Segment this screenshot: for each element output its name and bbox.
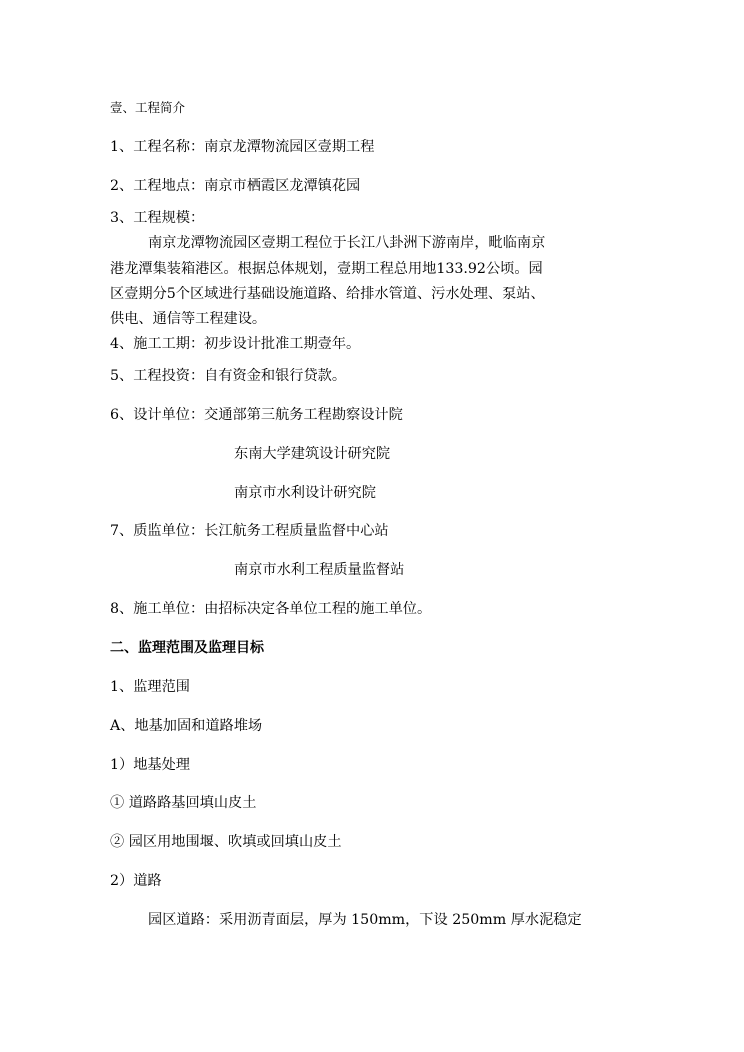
section-heading-supervision-scope: 二、监理范围及监理目标 bbox=[110, 640, 264, 656]
quality-supervision-unit-2: 南京市水利工程质量监督站 bbox=[234, 562, 405, 578]
park-road-description: 园区道路：采用沥青面层，厚为 150mm，下设 250mm 厚水泥稳定 bbox=[148, 912, 582, 928]
section-heading-project-overview: 壹、工程简介 bbox=[110, 100, 186, 115]
project-name-line: 1、工程名称：南京龙潭物流园区壹期工程 bbox=[110, 139, 375, 155]
project-location-line: 2、工程地点：南京市栖霞区龙潭镇花园 bbox=[110, 178, 361, 194]
project-scale-label: 3、工程规模： bbox=[110, 210, 205, 226]
investment-line: 5、工程投资：自有资金和银行贷款。 bbox=[110, 368, 347, 384]
item-road-subgrade: ① 道路路基回填山皮土 bbox=[110, 795, 257, 811]
design-unit-3: 南京市水利设计研究院 bbox=[234, 485, 376, 501]
scale-paragraph-line-1: 南京龙潭物流园区壹期工程位于长江八卦洲下游南岸，毗临南京 bbox=[148, 235, 546, 251]
road-label: 2）道路 bbox=[110, 873, 162, 889]
foundation-treatment-label: 1）地基处理 bbox=[110, 757, 190, 773]
construction-period-line: 4、施工工期：初步设计批准工期壹年。 bbox=[110, 336, 361, 352]
quality-supervision-line: 7、质监单位：长江航务工程质量监督中心站 bbox=[110, 523, 389, 539]
scale-paragraph-line-4: 供电、通信等工程建设。 bbox=[110, 311, 267, 327]
scale-paragraph-line-2: 港龙潭集装箱港区。根据总体规划，壹期工程总用地133.92公顷。园 bbox=[110, 261, 543, 277]
supervision-scope-label: 1、监理范围 bbox=[110, 679, 190, 695]
design-unit-line: 6、设计单位：交通部第三航务工程勘察设计院 bbox=[110, 407, 403, 423]
scale-paragraph-line-3: 区壹期分5个区域进行基础设施道路、给排水管道、污水处理、泵站、 bbox=[110, 286, 545, 302]
item-park-cofferdam: ② 园区用地围堰、吹填或回填山皮土 bbox=[110, 834, 342, 850]
foundation-and-road-label: A、地基加固和道路堆场 bbox=[110, 718, 263, 734]
design-unit-2: 东南大学建筑设计研究院 bbox=[234, 446, 391, 462]
construction-unit-line: 8、施工单位：由招标决定各单位工程的施工单位。 bbox=[110, 601, 432, 617]
